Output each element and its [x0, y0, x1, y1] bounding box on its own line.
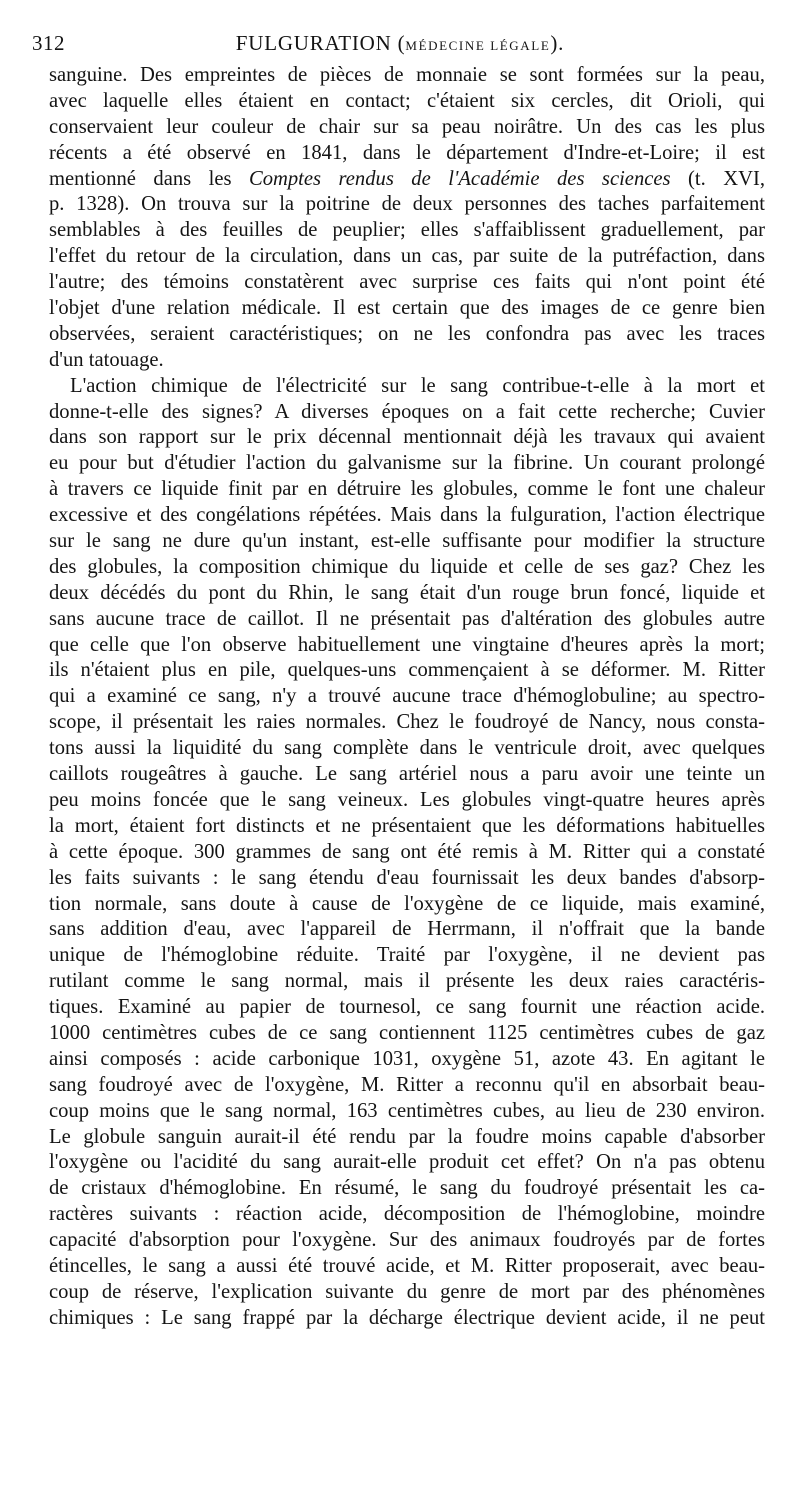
- text-line: de cristaux d'hémoglobine. En résumé, le sang du foudroyé présentait les ca-: [49, 1177, 765, 1200]
- text-line: capacité d'absorption pour l'oxygène. Sur des animaux foudroyés par de fortes: [49, 1229, 765, 1252]
- text-line: L'action chimique de l'électricité sur le sang contribue-t-elle à la mort et: [70, 374, 765, 397]
- text-segment: mentionné dans les: [49, 167, 249, 190]
- text-line: à cette époque. 300 grammes de sang ont été remis à M. Ritter qui a constaté: [49, 840, 765, 863]
- text-line: que celle que l'on observe habituellement une vingtaine d'heures après la mort;: [49, 633, 765, 656]
- text-line: chimiques : Le sang frappé par la décharge électrique devient acide, il ne peut: [49, 1306, 765, 1329]
- text-line: dans son rapport sur le prix décennal mentionnait déjà les travaux qui avaient: [49, 426, 765, 449]
- text-line: observées, seraient caractéristiques; on ne les confondra pas avec les traces: [49, 322, 765, 345]
- text-line: caillots rougeâtres à gauche. Le sang artériel nous a paru avoir une teinte un: [49, 763, 765, 786]
- text-line: l'autre; des témoins constatèrent avec surprise ces faits qui n'ont point été: [49, 271, 765, 294]
- text-line: rutilant comme le sang normal, mais il présente les deux raies caractéris-: [49, 970, 765, 993]
- text-line: récents a été observé en 1841, dans le département d'Indre-et-Loire; il est: [49, 141, 765, 164]
- text-line: peu moins foncée que le sang veineux. Les globules vingt-quatre heures après: [49, 788, 765, 811]
- text-line: tiques. Examiné au papier de tournesol, ce sang fournit une réaction acide.: [49, 996, 765, 1019]
- text-line: coup moins que le sang normal, 163 centimètres cubes, au lieu de 230 environ.: [49, 1099, 765, 1122]
- text-line: scope, il présentait les raies normales. Chez le foudroyé de Nancy, nous consta-: [49, 711, 765, 734]
- text-line: Le globule sanguin aurait-il été rendu par la foudre moins capable d'absorber: [49, 1125, 765, 1148]
- text-line: la mort, étaient fort distincts et ne présentaient que les déformations habituelles: [49, 814, 765, 837]
- body-text: [49, 63, 765, 1332]
- text-line: semblables à des feuilles de peuplier; elles s'affaiblissent graduellement, par: [49, 219, 765, 242]
- text-line: p. 1328). On trouva sur la poitrine de deux personnes des taches parfaitement: [49, 193, 765, 216]
- text-line: coup de réserve, l'explication suivante du genre de mort par des phénomènes: [49, 1280, 765, 1303]
- text-line: [49, 167, 765, 193]
- text-line: sans aucune trace de caillot. Il ne présentait pas d'altération des globules autre: [49, 607, 765, 630]
- running-title-sub: MÉDECINE LÉGALE: [405, 38, 551, 53]
- text-line: 1000 centimètres cubes de ce sang contiennent 1125 centimètres cubes de gaz: [49, 1021, 765, 1044]
- text-line: excessive et des congélations répétées. Mais dans la fulguration, l'action électrique: [49, 504, 765, 527]
- text-line: ils n'étaient plus en pile, quelques-uns commençaient à se déformer. M. Ritter: [49, 659, 765, 682]
- text-line: à travers ce liquide finit par en détruire les globules, comme le font une chaleur: [49, 478, 765, 501]
- text-line: l'effet du retour de la circulation, dans un cas, par suite de la putréfaction, dans: [49, 245, 765, 268]
- text-line: conservaient leur couleur de chair sur sa peau noirâtre. Un des cas les plus: [49, 115, 765, 138]
- text-line: étincelles, le sang a aussi été trouvé acide, et M. Ritter proposerait, avec beau-: [49, 1254, 765, 1277]
- text-line: avec laquelle elles étaient en contact; c'étaient six cercles, dit Orioli, qui: [49, 89, 765, 112]
- text-line: eu pour but d'étudier l'action du galvanisme sur la fibrine. Un courant prolongé: [49, 452, 765, 475]
- page-header: [30, 28, 770, 58]
- text-line: sanguine. Des empreintes de pièces de monnaie se sont formées sur la peau,: [49, 64, 765, 86]
- running-title-close: ).: [550, 31, 565, 55]
- text-line: unique de l'hémoglobine réduite. Traité par l'oxygène, il ne devient pas: [49, 944, 765, 967]
- journal-title: Comptes rendus de l'Académie des sciences: [248, 167, 671, 190]
- text-segment: (t. XVI,: [670, 167, 765, 190]
- text-line: tion normale, sans doute à cause de l'oxygène de ce liquide, mais examiné,: [49, 892, 765, 915]
- text-line: sans addition d'eau, avec l'appareil de Herrmann, il n'offrait que la bande: [49, 918, 765, 941]
- page-number: 312: [32, 31, 65, 55]
- text-line: d'un tatouage.: [49, 348, 164, 371]
- text-line: des globules, la composition chimique du liquide et celle de ses gaz? Chez les: [49, 555, 765, 578]
- text-line: ainsi composés : acide carbonique 1031, oxygène 51, azote 43. En agitant le: [49, 1047, 765, 1070]
- text-line: l'objet d'une relation médicale. Il est certain que des images de ce genre bien: [49, 297, 765, 320]
- text-line: tons aussi la liquidité du sang complète dans le ventricule droit, avec quelques: [49, 737, 765, 760]
- text-line: qui a examiné ce sang, n'y a trouvé aucune trace d'hémoglobuline; au spectro-: [49, 685, 765, 708]
- text-line: sur le sang ne dure qu'un instant, est-elle suffisante pour modifier la structure: [49, 530, 765, 553]
- text-line: l'oxygène ou l'acidité du sang aurait-elle produit cet effet? On n'a pas obtenu: [49, 1151, 765, 1174]
- running-title: [30, 28, 770, 61]
- text-line: sang foudroyé avec de l'oxygène, M. Ritter a reconnu qu'il en absorbait beau-: [49, 1073, 765, 1096]
- paragraph-blood-chemistry: [49, 374, 765, 1332]
- running-title-main: FULGURATION (: [235, 31, 406, 55]
- text-line: les faits suivants : le sang étendu d'eau fournissait les deux bandes d'absorp-: [49, 866, 765, 889]
- text-line: ractères suivants : réaction acide, décomposition de l'hémoglobine, moindre: [49, 1203, 765, 1226]
- paragraph-continuation: [49, 63, 765, 374]
- text-line: donne-t-elle des signes? A diverses époques on a fait cette recherche; Cuvier: [49, 400, 765, 423]
- text-line: deux décédés du pont du Rhin, le sang était d'un rouge brun foncé, liquide et: [49, 581, 765, 604]
